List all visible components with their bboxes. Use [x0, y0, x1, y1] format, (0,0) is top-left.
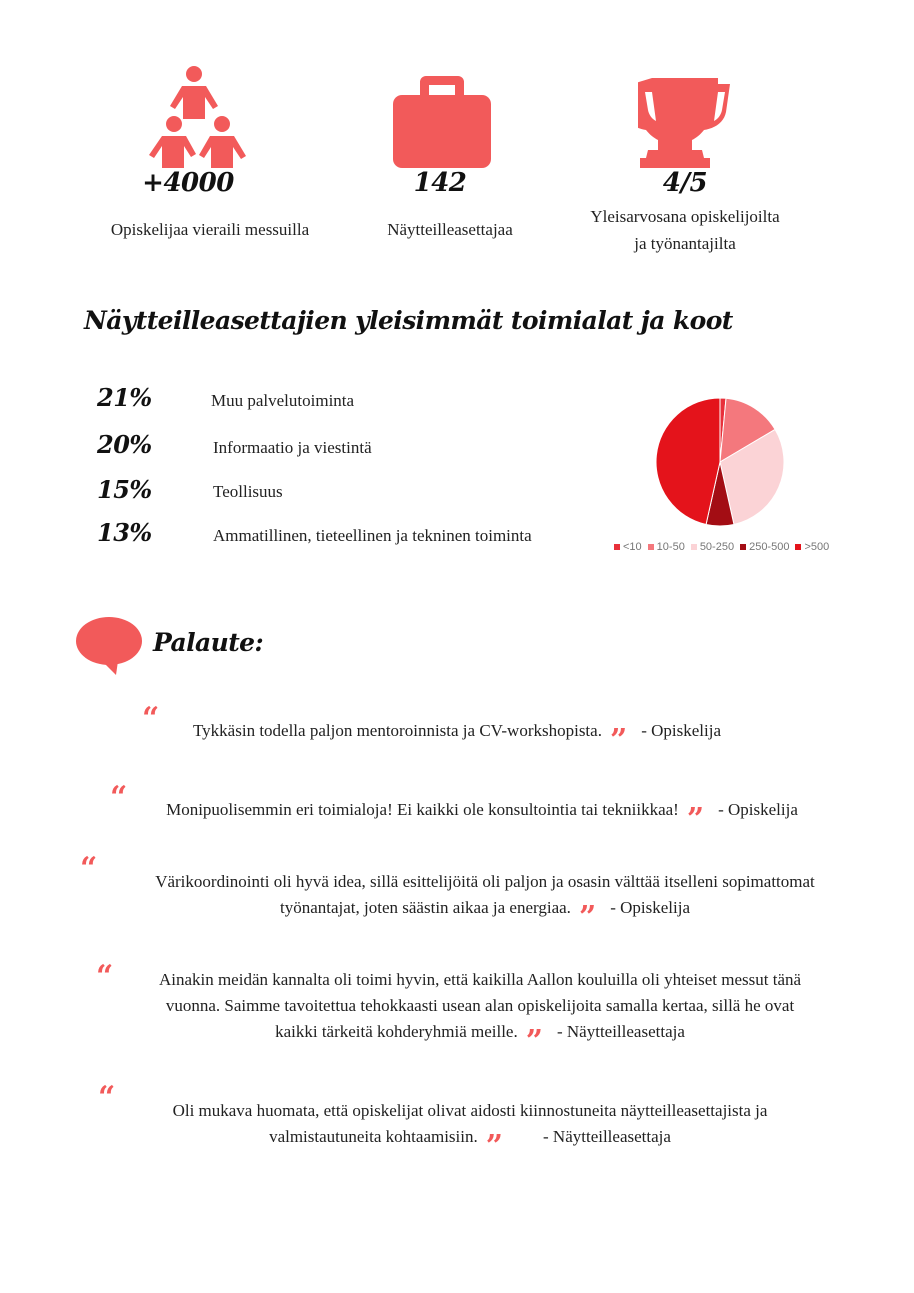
pie-legend	[614, 541, 829, 553]
trophy-icon	[638, 78, 732, 168]
open-quote-icon: “	[142, 701, 160, 736]
open-quote-icon: “	[96, 959, 114, 994]
open-quote-icon: “	[80, 851, 98, 886]
quote-author: - Näytteilleasettaja	[543, 1127, 671, 1146]
briefcase-icon	[393, 76, 491, 168]
legend-label: 50-250	[699, 541, 735, 553]
company-size-pie-chart	[655, 397, 785, 527]
legend-item	[648, 541, 685, 553]
feedback-quote	[0, 797, 914, 837]
legend-item	[795, 541, 829, 553]
legend-swatch	[740, 544, 746, 550]
stat-label-visitors: Opiskelijaa vieraili messuilla	[110, 220, 310, 239]
quote-text: valmistautuneita kohtaamisiin.	[269, 1127, 478, 1146]
stat-value-visitors: +4000	[142, 168, 234, 198]
legend-swatch	[614, 544, 620, 550]
stat-label-rating-line2: ja työnantajilta	[634, 234, 736, 253]
quote-author: - Opiskelija	[718, 800, 798, 819]
open-quote-icon: “	[98, 1080, 116, 1115]
stat-label-rating-line1: Yleisarvosana opiskelijoilta	[590, 207, 780, 226]
quote-author: - Näytteilleasettaja	[556, 1022, 685, 1041]
industry-percent: 13%	[97, 518, 152, 547]
quote-text: Tykkäsin todella paljon mentoroinnista ja CV-workshopista.	[192, 721, 602, 740]
quote-text: Ainakin meidän kannalta oli toimi hyvin, että kaikilla Aallon kouluilla oli yhteiset messut tänä	[158, 970, 802, 989]
industry-percent: 15%	[97, 475, 152, 504]
quote-text: Monipuolisemmin eri toimialoja! Ei kaikki ole konsultointia tai tekniikkaa!	[166, 800, 679, 819]
industries-heading: Näytteilleasettajien yleisimmät toimialat ja koot	[84, 306, 733, 335]
feedback-quote	[0, 718, 914, 758]
speech-bubble-icon	[76, 617, 144, 675]
feedback-quote	[60, 869, 910, 935]
industry-label: Muu palvelutoiminta	[211, 391, 355, 410]
pie-slice	[656, 398, 720, 524]
industry-percent: 21%	[97, 383, 152, 412]
close-quote-icon: ”	[686, 802, 705, 837]
feedback-quote	[40, 1098, 900, 1164]
open-quote-icon: “	[110, 780, 128, 815]
quote-text: työnantajat, joten säästin aikaa ja energiaa.	[280, 898, 571, 917]
quote-author: - Opiskelija	[641, 721, 722, 740]
legend-item	[614, 541, 642, 553]
quote-author: - Opiskelija	[610, 898, 690, 917]
industry-label: Informaatio ja viestintä	[213, 438, 372, 457]
industry-percent: 20%	[97, 430, 152, 459]
industry-label: Ammatillinen, tieteellinen ja tekninen toiminta	[213, 526, 532, 545]
quote-text: Oli mukava huomata, että opiskelijat olivat aidosti kiinnostuneita näytteilleasettajista ja	[172, 1101, 768, 1120]
close-quote-icon: ”	[525, 1024, 543, 1059]
legend-swatch	[648, 544, 654, 550]
legend-label: 10-50	[656, 541, 685, 553]
stat-label-exhibitors: Näytteilleasettajaa	[387, 220, 513, 239]
legend-label: 250-500	[749, 541, 790, 553]
legend-item	[740, 541, 789, 553]
stat-value-exhibitors: 142	[413, 168, 467, 198]
legend-swatch	[795, 544, 801, 550]
close-quote-icon: ”	[485, 1129, 504, 1164]
quote-text: Värikoordinointi oli hyvä idea, sillä esittelijöitä oli paljon ja osasin välttää itselleni sopimattomat	[155, 872, 815, 891]
legend-item	[691, 541, 734, 553]
feedback-heading: Palaute:	[153, 628, 264, 657]
quote-text: kaikki tärkeitä kohderyhmiä meille.	[275, 1022, 518, 1041]
legend-label: <10	[623, 541, 642, 553]
people-icon	[148, 66, 248, 168]
industry-label: Teollisuus	[213, 482, 283, 501]
stat-value-rating: 4/5	[662, 168, 708, 198]
feedback-quote	[60, 967, 900, 1059]
legend-swatch	[691, 544, 697, 550]
quote-text: vuonna. Saimme tavoitettua tehokkaasti usean alan opiskelijoita samalla kertaa, sillä he ovat	[165, 996, 795, 1015]
legend-label: >500	[804, 541, 830, 553]
close-quote-icon: ”	[578, 900, 597, 935]
close-quote-icon: ”	[609, 723, 628, 758]
